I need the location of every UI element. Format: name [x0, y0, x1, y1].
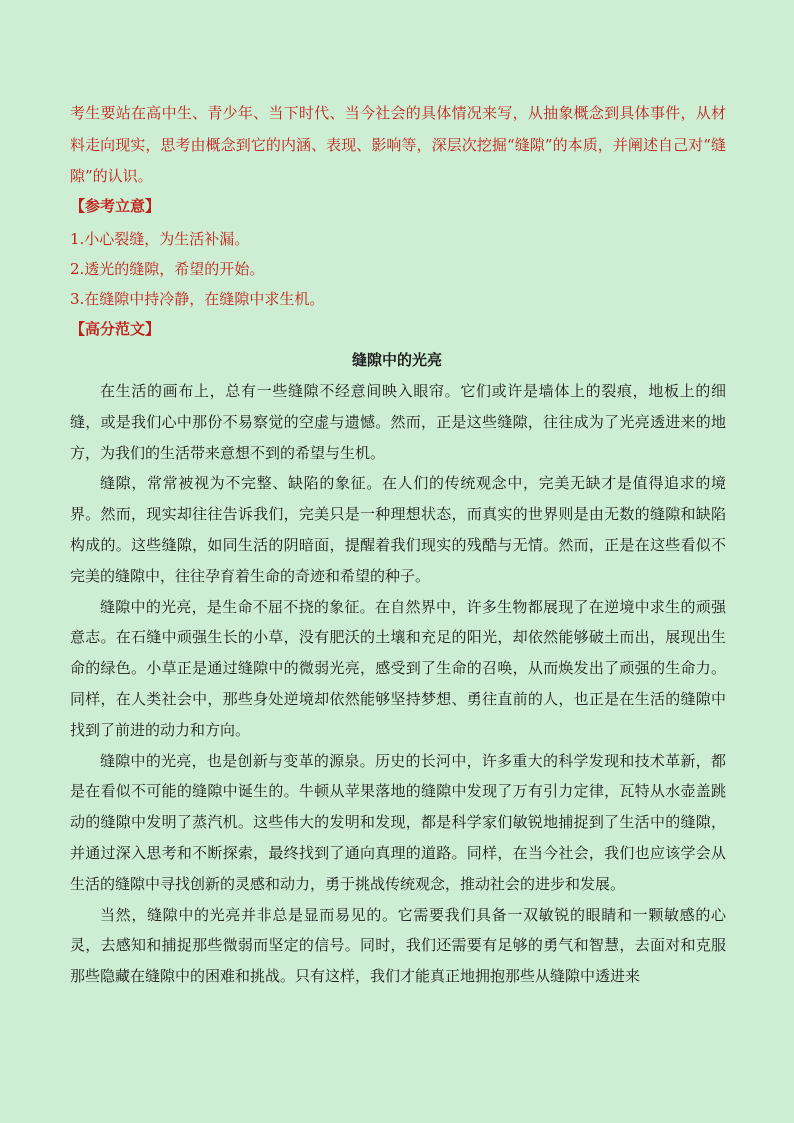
essay-paragraph-4: 缝隙中的光亮，也是创新与变革的源泉。历史的长河中，许多重大的科学发现和技术革新，都是在看似不可能的缝隙中诞生的。牛顿从苹果落地的缝隙中发现了万有引力定律，瓦特从水壶盖跳动的缝隙中发明了蒸汽机。这些伟大的发明和发现，都是科学家们敏锐地捕捉到了生活中的缝隙，并通过深入思考和不断探索，最终找到了通向真理的道路。同样，在当今社会，我们也应该学会从生活的缝隙中寻找创新的灵感和动力，勇于挑战传统观念，推动社会的进步和发展。: [70, 751, 726, 893]
reference-point-3: 3.在缝隙中持冷静，在缝隙中求生机。: [70, 290, 325, 308]
essay-body: [70, 376, 726, 992]
reference-points: [70, 224, 726, 314]
essay-heading: 【高分范文】: [70, 320, 161, 338]
essay-paragraph-2: 缝隙，常常被视为不完整、缺陷的象征。在人们的传统观念中，完美无缺才是值得追求的境界。然而，现实却往往告诉我们，完美只是一种理想状态，而真实的世界则是由无数的缝隙和缺陷构成的。这些缝隙，如同生活的阴暗面，提醒着我们现实的残酷与无情。然而，正是在这些看似不完美的缝隙中，往往孕育着生命的奇迹和希望的种子。: [70, 474, 726, 585]
essay-paragraph-1: 在生活的画布上，总有一些缝隙不经意间映入眼帘。它们或许是墙体上的裂痕，地板上的细缝，或是我们心中那份不易察觉的空虚与遗憾。然而，正是这些缝隙，往往成为了光亮透进来的地方，为我们的生活带来意想不到的希望与生机。: [70, 382, 726, 462]
essay-paragraph-3: 缝隙中的光亮，是生命不屈不挠的象征。在自然界中，许多生物都展现了在逆境中求生的顽强意志。在石缝中顽强生长的小草，没有肥沃的土壤和充足的阳光，却依然能够破土而出，展现出生命的绿色。小草正是通过缝隙中的微弱光亮，感受到了生命的召唤，从而焕发出了顽强的生命力。同样，在人类社会中，那些身处逆境却依然能够坚持梦想、勇往直前的人，也正是在生活的缝隙中找到了前进的动力和方向。: [70, 597, 726, 739]
essay-title: 缝隙中的光亮: [351, 351, 442, 369]
reference-heading: 【参考立意】: [70, 197, 161, 215]
reference-point-1: 1.小心裂缝，为生活补漏。: [70, 230, 250, 248]
reference-point-2: 2.透光的缝隙，希望的开始。: [70, 260, 265, 278]
intro-paragraph: 考生要站在高中生、青少年、当下时代、当今社会的具体情况来写，从抽象概念到具体事件，从材料走向现实，思考由概念到它的内涵、表现、影响等，深层次挖掘“缝隙”的本质，并阐述自己对“缝隙”的认识。: [70, 104, 726, 185]
essay-paragraph-5: 当然，缝隙中的光亮并非总是显而易见的。它需要我们具备一双敏锐的眼睛和一颗敏感的心灵，去感知和捕捉那些微弱而坚定的信号。同时，我们还需要有足够的勇气和智慧，去面对和克服那些隐藏在缝隙中的困难和挑战。只有这样，我们才能真正地拥抱那些从缝隙中透进来: [70, 905, 726, 986]
